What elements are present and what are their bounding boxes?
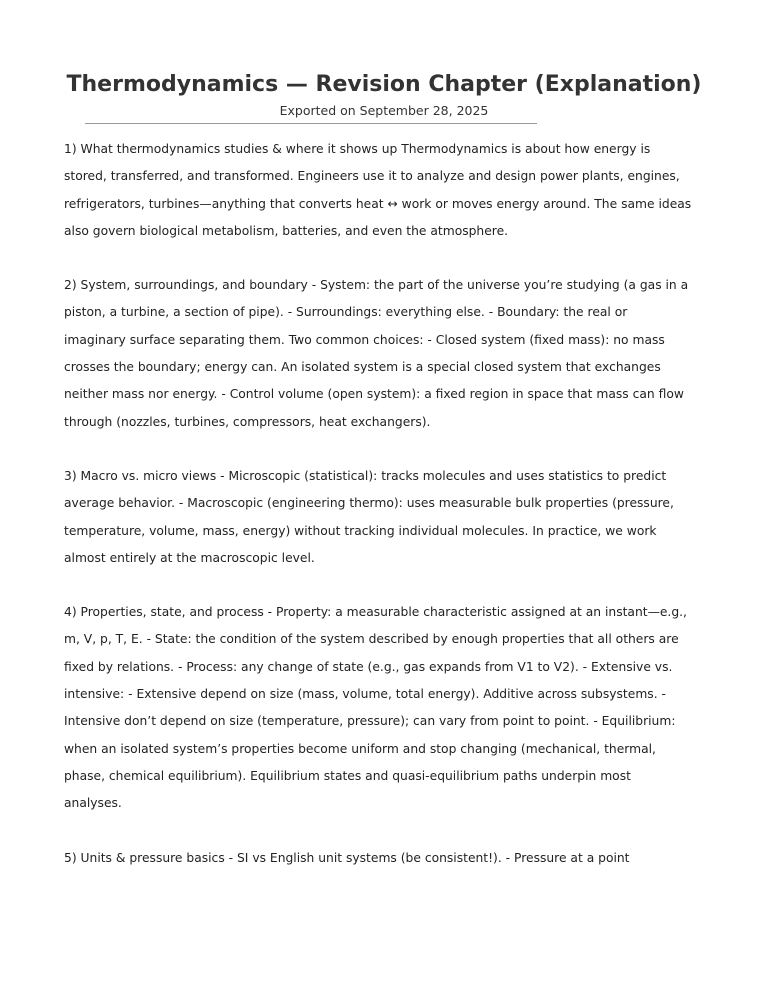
paragraph-3: 3) Macro vs. micro views - Microscopic (statistical): tracks molecules and uses statistics to predict average behavior. - Macroscopic (engineering thermo): uses measurable bulk properties (pressure, temperature, volume, mass, energy) without tracking individual molecules. In practice, we work almost entirely at the macroscopic level. — [64, 468, 674, 565]
paragraph-2: 2) System, surroundings, and boundary - System: the part of the universe you’re studying (a gas in a piston, a turbine, a section of pipe). - Surroundings: everything else. - Boundary: the real or imaginary surface separating them. Two common choices: - Closed system (fixed mass): no mass crosses the boundary; energy can. An isolated system is a special closed system that exchanges neither mass nor energy. - Control volume (open system): a fixed region in space that mass can flow through (nozzles, turbines, compressors, heat exchangers). — [64, 278, 689, 429]
paragraph-1: 1) What thermodynamics studies & where it shows up Thermodynamics is about how energy is stored, transferred, and transformed. Engineers use it to analyze and design power plants, engines, refrigerators, turbines—anything that converts heat ↔ work or moves energy around. The same ideas also govern biological metabolism, batteries, and even the atmosphere. — [64, 142, 692, 238]
export-date: Exported on September 28, 2025 — [279, 103, 489, 118]
document-body — [64, 136, 692, 899]
document-title: Thermodynamics — Revision Chapter (Explanation) — [66, 72, 702, 97]
title-divider — [85, 123, 537, 124]
paragraph-5: 5) Units & pressure basics - SI vs English unit systems (be consistent!). - Pressure at a point — [64, 850, 630, 865]
paragraph-4: 4) Properties, state, and process - Property: a measurable characteristic assigned at an instant—e.g., m, V, p, T, E. - State: the condition of the system described by enough properties that all others are fixed by relations. - Process: any change of state (e.g., gas expands from V1 to V2). - Extensive vs. intensive: - Extensive depend on size (mass, volume, total energy). Additive across subsystems. - Intensive don’t depend on size (temperature, pressure); can vary from point to point. - Equilibrium: when an isolated system’s properties become uniform and stop changing (mechanical, thermal, phase, chemical equilibrium). Equilibrium states and quasi-equilibrium paths underpin most analyses. — [64, 605, 687, 811]
